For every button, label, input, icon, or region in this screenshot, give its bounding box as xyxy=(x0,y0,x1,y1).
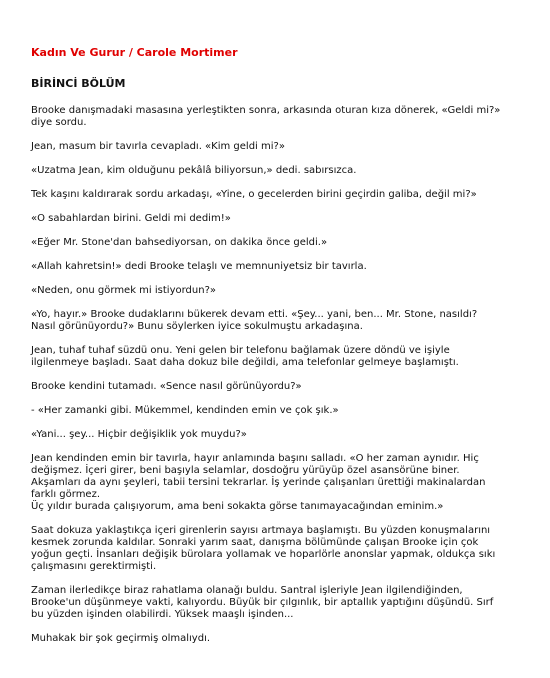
paragraph xyxy=(31,105,524,129)
paragraph xyxy=(31,189,524,201)
paragraph-line: Jean kendinden emin bir tavırla, hayır anlamında başını salladı. «O her zaman aynıdır. Hiç xyxy=(31,453,479,464)
paragraph xyxy=(31,309,524,333)
paragraph-line: «Eğer Mr. Stone'dan bahsediyorsan, on dakika önce geldi.» xyxy=(31,237,328,248)
paragraph-line: Zaman ilerledikçe biraz rahatlama olanağı buldu. Santral işleriyle Jean ilgilendiğinden, xyxy=(31,585,463,596)
paragraph xyxy=(31,237,524,249)
paragraph-line: «Allah kahretsin!» dedi Brooke telaşlı ve memnuniyetsiz bir tavırla. xyxy=(31,261,367,272)
paragraph-line: Brooke kendini tutamadı. «Sence nasıl görünüyordu?» xyxy=(31,381,302,392)
paragraph-line: Nasıl görünüyordu?» Bunu söylerken iyice sokulmuştu arkadaşına. xyxy=(31,321,363,332)
paragraph-line: «O sabahlardan birini. Geldi mi dedim!» xyxy=(31,213,231,224)
paragraph xyxy=(31,381,524,393)
paragraph xyxy=(31,141,524,153)
paragraph-line: Saat dokuza yaklaştıkça içeri girenlerin sayısı artmaya başlamıştı. Bu yüzden konuşmalarını xyxy=(31,525,491,536)
paragraph-line: Muhakak bir şok geçirmiş olmalıydı. xyxy=(31,633,211,644)
paragraph-line: Tek kaşını kaldırarak sordu arkadaşı, «Yine, o gecelerden birini geçirdin galiba, değil mi?» xyxy=(31,189,477,200)
chapter-title: BİRİNCİ BÖLÜM xyxy=(31,77,126,90)
paragraph-line: Akşamları da aynı şeyleri, tabii tersini tekrarlar. İş yerinde çalışanları ürettiği makinalardan xyxy=(31,477,486,488)
paragraph-line: Üç yıldır burada çalışıyorum, ama beni sokakta görse tanımayacağından eminim.» xyxy=(31,501,444,512)
paragraph-line: çalışmasını gerektirmişti. xyxy=(31,561,157,572)
paragraph-line: - «Her zamanki gibi. Mükemmel, kendinden emin ve çok şık.» xyxy=(31,405,339,416)
paragraph-line: Brooke danışmadaki masasına yerleştikten sonra, arkasında oturan kıza dönerek, «Geldi mi?» xyxy=(31,105,501,116)
paragraph-line: «Yani... şey... Hiçbir değişiklik yok muydu?» xyxy=(31,429,247,440)
paragraph-line: «Neden, onu görmek mi istiyordun?» xyxy=(31,285,216,296)
paragraph-line: Brooke'un düşünmeye vakti, kalıyordu. Büyük bir çılgınlık, bir aptallık yaptığını düşündü. Sırf xyxy=(31,597,494,608)
paragraph-line: Jean, tuhaf tuhaf süzdü onu. Yeni gelen bir telefonu bağlamak üzere döndü ve işiyle xyxy=(31,345,450,356)
paragraph-line: bu yüzden işinden olabilirdi. Yüksek maaşlı işinden... xyxy=(31,609,294,620)
paragraph xyxy=(31,405,524,417)
paragraph-line: kesmek zorunda kaldılar. Sonraki yarım saat, danışma bölümünde çalışan Brooke için çok xyxy=(31,537,479,548)
paragraph-line: «Yo, hayır.» Brooke dudaklarını bükerek devam etti. «Şey... yani, ben... Mr. Stone, nasıldı? xyxy=(31,309,478,320)
paragraph-line: «Uzatma Jean, kim olduğunu pekâlâ biliyorsun,» dedi. sabırsızca. xyxy=(31,165,357,176)
body-text xyxy=(31,105,524,645)
paragraph xyxy=(31,213,524,225)
paragraph xyxy=(31,345,524,369)
paragraph-line: diye sordu. xyxy=(31,117,87,128)
paragraph-line: farklı görmez. xyxy=(31,489,101,500)
paragraph xyxy=(31,525,524,573)
paragraph xyxy=(31,285,524,297)
paragraph xyxy=(31,453,524,513)
book-header: Kadın Ve Gurur / Carole Mortimer xyxy=(31,46,238,59)
paragraph xyxy=(31,429,524,441)
paragraph-line: değişmez. İçeri girer, beni başıyla selamlar, dosdoğru yürüyüp özel asansörüne biner. xyxy=(31,465,460,476)
paragraph xyxy=(31,165,524,177)
paragraph-line: ilgilenmeye başladı. Saat daha dokuz bile değildi, ama telefonlar gelmeye başlamıştı. xyxy=(31,357,459,368)
paragraph xyxy=(31,585,524,621)
paragraph xyxy=(31,261,524,273)
paragraph xyxy=(31,633,524,645)
paragraph-line: yoğun geçti. İnsanları değişik bürolara yollamak ve hoparlörle anonslar yapmak, oldukça sıkı xyxy=(31,549,496,560)
paragraph-line: Jean, masum bir tavırla cevapladı. «Kim geldi mi?» xyxy=(31,141,285,152)
